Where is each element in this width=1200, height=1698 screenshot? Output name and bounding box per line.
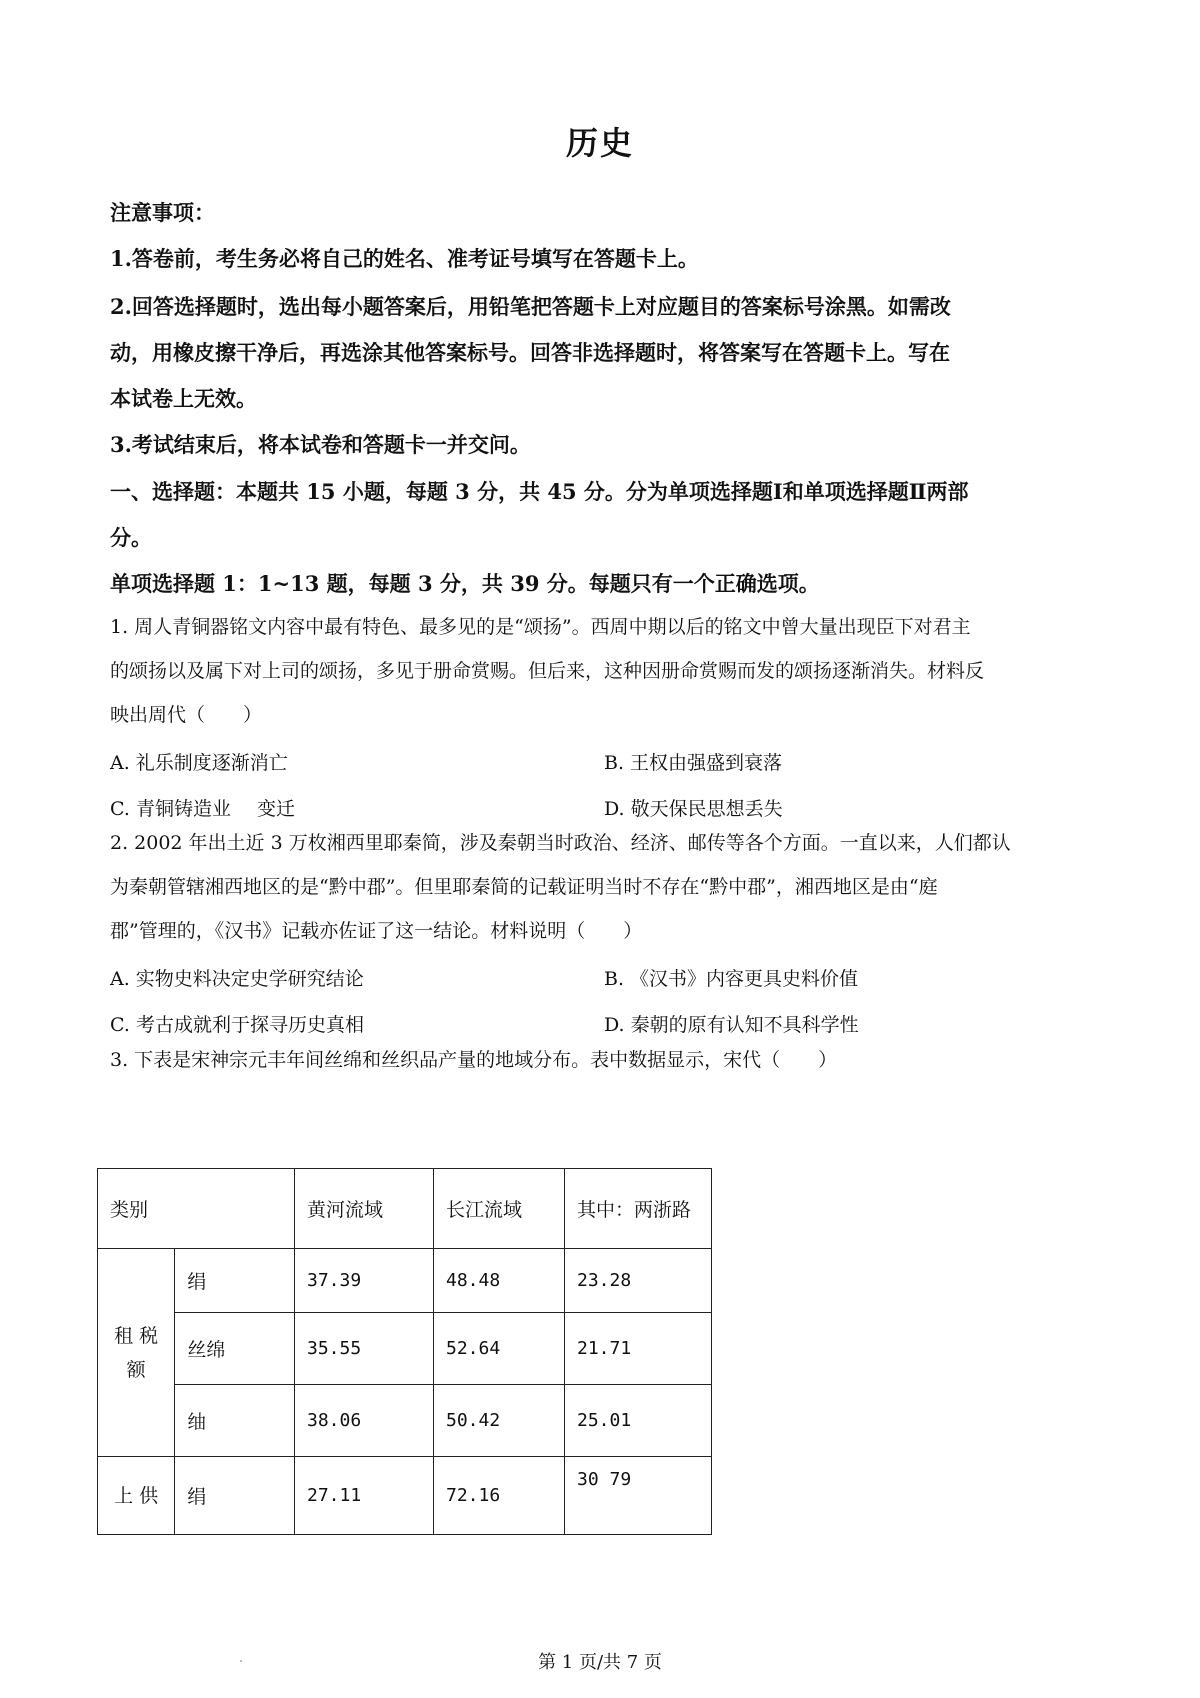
table-group-label-tax: 租 税 额 bbox=[98, 1249, 175, 1457]
question-1-line-2: 的颂扬以及属下对上司的颂扬，多见于册命赏赐。但后来，这种因册命赏赐而发的颂扬逐渐消失。材料反 bbox=[110, 660, 985, 682]
notice-item-2-line-1: 2.回答选择题时，选出每小题答案后，用铅笔把答题卡上对应题目的答案标号涂黑。如需改 bbox=[110, 294, 951, 319]
table-cell: 30 79 bbox=[565, 1457, 712, 1535]
table-header-category: 类别 bbox=[98, 1169, 295, 1249]
question-1-line-3: 映出周代（ ） bbox=[110, 704, 263, 726]
table-row bbox=[98, 1457, 712, 1535]
question-2-options-ab bbox=[110, 964, 1100, 994]
table-cell: 27.11 bbox=[295, 1457, 434, 1535]
question-1-options-ab bbox=[110, 748, 1100, 778]
question-2-line-1: 2. 2002 年出土近 3 万枚湘西里耶秦简，涉及秦朝当时政治、经济、邮传等各个方面。一直以来，人们都认 bbox=[110, 832, 1011, 854]
question-2-line-3: 郡”管理的，《汉书》记载亦佐证了这一结论。材料说明（ ） bbox=[110, 920, 643, 942]
notice-item-2-line-2: 动，用橡皮擦干净后，再选涂其他答案标号。回答非选择题时，将答案写在答题卡上。写在 bbox=[110, 340, 950, 365]
table-row bbox=[98, 1249, 712, 1313]
question-1-option-b: B. 王权由强盛到衰落 bbox=[604, 752, 783, 774]
table-header-row bbox=[98, 1169, 712, 1249]
question-1-option-d: D. 敬天保民思想丢失 bbox=[604, 798, 783, 820]
table-row bbox=[98, 1313, 712, 1385]
question-1-options-cd bbox=[110, 794, 1100, 824]
question-2-option-a: A. 实物史料决定史学研究结论 bbox=[110, 968, 364, 990]
notice-heading: 注意事项： bbox=[110, 200, 215, 225]
table-cell: 35.55 bbox=[295, 1313, 434, 1385]
section-heading-line-2: 分。 bbox=[110, 525, 152, 550]
table-cell: 50.42 bbox=[434, 1385, 565, 1457]
table-row bbox=[98, 1385, 712, 1457]
table-cell-item: 绢 bbox=[175, 1249, 295, 1313]
question-2-option-d: D. 秦朝的原有认知不具科学性 bbox=[604, 1014, 859, 1036]
question-3-line-1: 3. 下表是宋神宗元丰年间丝绵和丝织品产量的地域分布。表中数据显示，宋代（ ） bbox=[110, 1049, 838, 1071]
table-cell-item: 丝绵 bbox=[175, 1313, 295, 1385]
table-cell: 72.16 bbox=[434, 1457, 565, 1535]
notice-item-3: 3.考试结束后，将本试卷和答题卡一并交问。 bbox=[110, 432, 531, 457]
page-title: 历史 bbox=[565, 124, 634, 162]
table-cell: 23.28 bbox=[565, 1249, 712, 1313]
question-1-option-c: C. 青铜铸造业 变迁 bbox=[110, 798, 295, 820]
table-cell-item: 绢 bbox=[175, 1457, 295, 1535]
table-cell: 37.39 bbox=[295, 1249, 434, 1313]
notice-item-1: 1.答卷前，考生务必将自己的姓名、准考证号填写在答题卡上。 bbox=[110, 246, 699, 271]
table-header-yellow-river: 黄河流域 bbox=[295, 1169, 434, 1249]
question-2-options-cd bbox=[110, 1010, 1100, 1040]
production-table bbox=[97, 1168, 712, 1535]
table-group-label-tribute: 上 供 bbox=[98, 1457, 175, 1535]
notice-item-2-line-3: 本试卷上无效。 bbox=[110, 386, 257, 411]
question-2-option-c: C. 考古成就利于探寻历史真相 bbox=[110, 1014, 364, 1036]
table-header-liangzhe: 其中：两浙路 bbox=[565, 1169, 712, 1249]
question-2-line-2: 为秦朝管辖湘西地区的是“黔中郡”。但里耶秦简的记载证明当时不存在“黔中郡”，湘西地区是由“庭 bbox=[110, 876, 938, 898]
section-heading-line-1: 一、选择题：本题共 15 小题，每题 3 分，共 45 分。分为单项选择题Ⅰ和单项选择题Ⅱ两部 bbox=[110, 479, 969, 504]
question-1-line-1: 1. 周人青铜器铭文内容中最有特色、最多见的是“颂扬”。西周中期以后的铭文中曾大量出现臣下对君主 bbox=[110, 616, 971, 638]
table-header-yangtze: 长江流域 bbox=[434, 1169, 565, 1249]
page-footer: 第 1 页/共 7 页 bbox=[538, 1652, 662, 1673]
question-2-option-b: B. 《汉书》内容更具史料价值 bbox=[604, 968, 859, 990]
table-cell: 25.01 bbox=[565, 1385, 712, 1457]
subsection-heading: 单项选择题 1：1~13 题，每题 3 分，共 39 分。每题只有一个正确选项。 bbox=[110, 571, 820, 596]
table-cell: 21.71 bbox=[565, 1313, 712, 1385]
table-cell: 38.06 bbox=[295, 1385, 434, 1457]
table-cell: 48.48 bbox=[434, 1249, 565, 1313]
question-1-option-a: A. 礼乐制度逐渐消亡 bbox=[110, 752, 288, 774]
table-cell: 52.64 bbox=[434, 1313, 565, 1385]
table-cell-item: 䌷 bbox=[175, 1385, 295, 1457]
